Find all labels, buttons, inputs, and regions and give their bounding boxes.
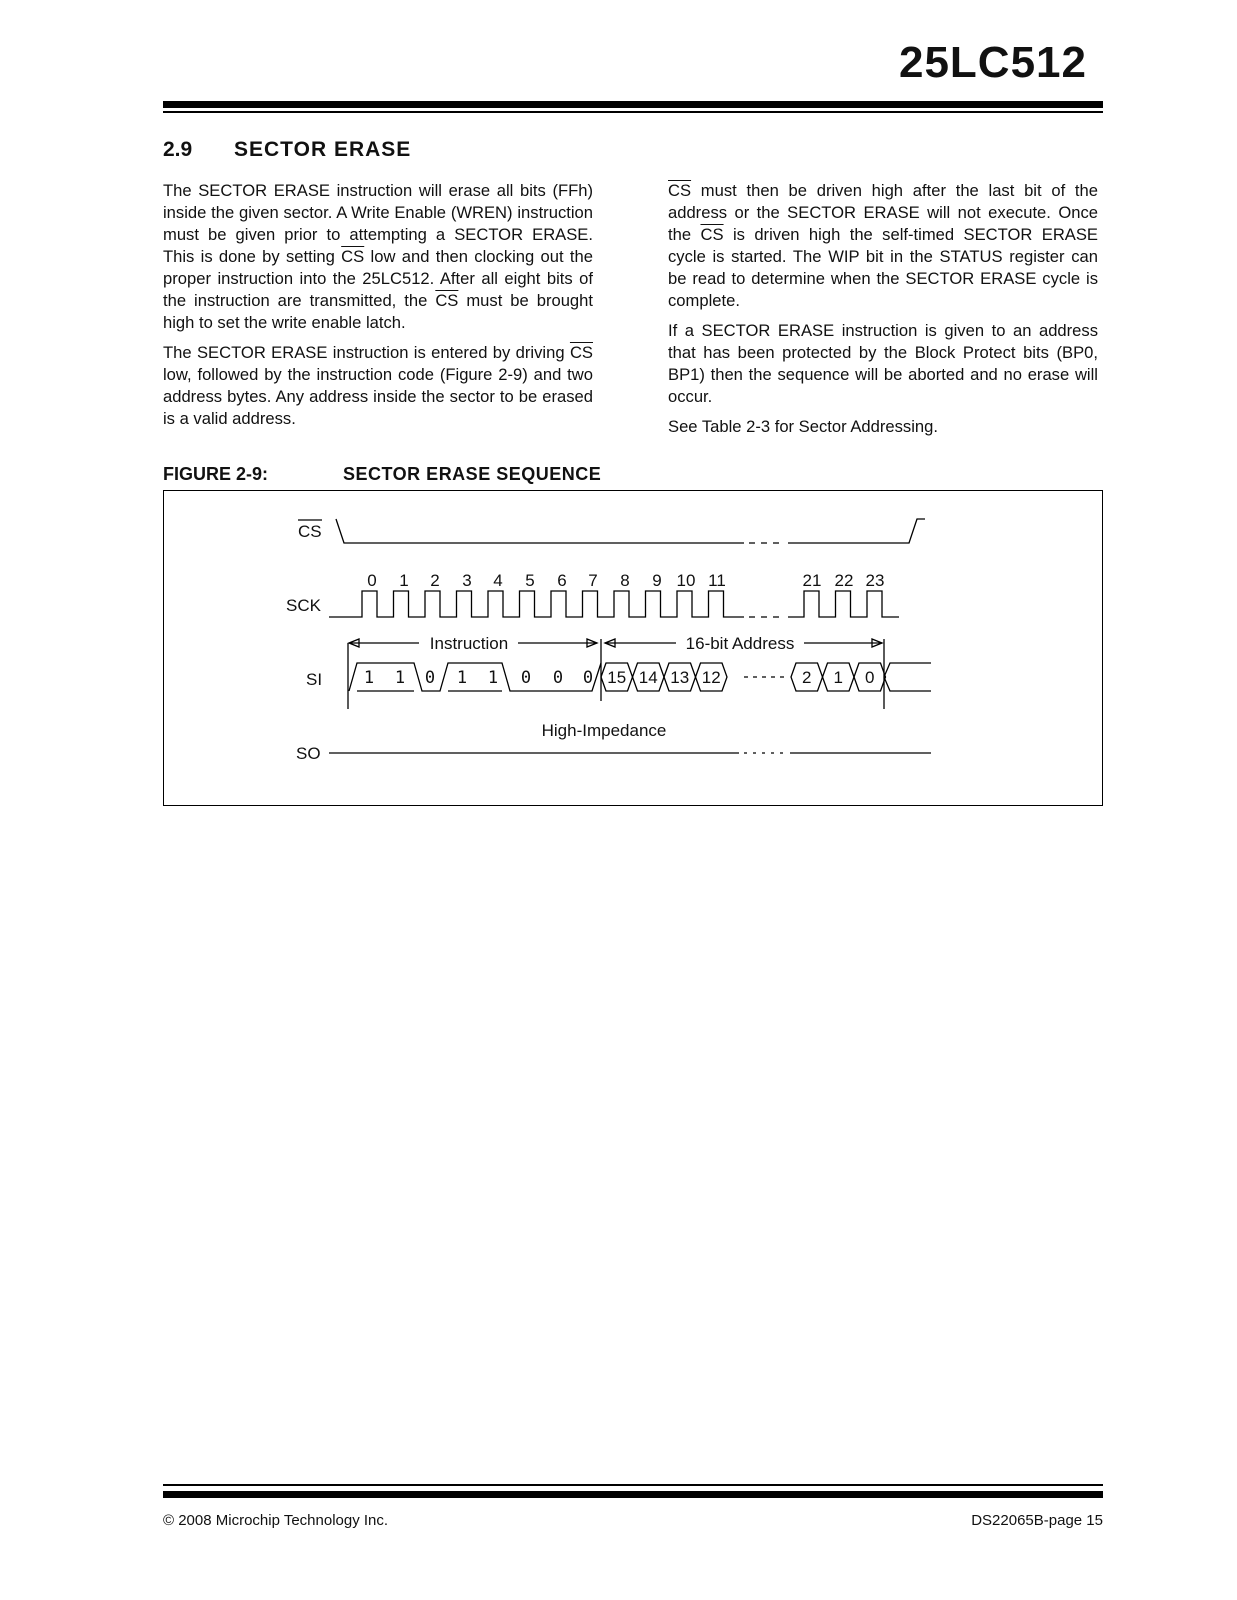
- instruction-bit: 1: [394, 668, 406, 688]
- body-column-right: [668, 180, 1098, 446]
- clock-number: 1: [399, 571, 409, 590]
- instruction-label: Instruction: [429, 634, 509, 653]
- body-column-left: [163, 180, 593, 438]
- instruction-bit: 0: [582, 668, 594, 688]
- paragraph: If a SECTOR ERASE instruction is given to an address that has been protected by the Block Protect bits (BP0, BP1) then the sequence will be aborted and no erase will occur.: [668, 321, 1098, 406]
- clock-number: 4: [493, 571, 503, 590]
- instruction-bit: 1: [456, 668, 468, 688]
- instruction-bit: 1: [363, 668, 375, 688]
- page-number: DS22065B-page 15: [971, 1512, 1103, 1529]
- sck-waveform: [329, 591, 744, 617]
- clock-number: 6: [557, 571, 567, 590]
- address-bit: 0: [865, 668, 875, 687]
- section-number: 2.9: [163, 138, 193, 161]
- instruction-bit: 0: [424, 668, 436, 688]
- figure-title: SECTOR ERASE SEQUENCE: [343, 464, 602, 484]
- address-bit: 14: [638, 668, 658, 687]
- so-label: SO: [296, 744, 321, 763]
- section-title: SECTOR ERASE: [234, 138, 412, 161]
- high-impedance-label: High-Impedance: [541, 721, 667, 740]
- paragraph: The SECTOR ERASE instruction will erase all bits (FFh) inside the given sector. A Write Enable (WREN) instruction must be given prior to attempting a SECTOR ERASE. This is done by setting $\overline{CS}$ low and then clocking out the proper instruction into the 25LC512. After all eight bits of the instruction are transmitted, the $\overline{CS}$ must be brought high to set the write enable latch.: [163, 181, 593, 332]
- paragraph: The SECTOR ERASE instruction is entered by driving $\overline{CS}$ low, followed by the instruction code (Figure 2-9) and two address bytes. Any address inside the sector to be erased is a valid address.: [163, 343, 593, 428]
- address-bit: 2: [802, 668, 812, 687]
- instruction-bit: 1: [487, 668, 499, 688]
- clock-number: 22: [834, 571, 854, 590]
- clock-number: 0: [367, 571, 377, 590]
- clock-number: 23: [865, 571, 885, 590]
- footer-rule-thin: [163, 1484, 1103, 1486]
- address-bit: 1: [833, 668, 843, 687]
- copyright: © 2008 Microchip Technology Inc.: [163, 1512, 389, 1529]
- cs-waveform-low: [336, 519, 744, 543]
- paragraph: See Table 2-3 for Sector Addressing.: [668, 417, 938, 436]
- clock-number: 11: [708, 571, 726, 590]
- clock-number: 8: [620, 571, 630, 590]
- address-bit: 15: [607, 668, 627, 687]
- figure-label: FIGURE 2-9:: [163, 464, 269, 484]
- clock-number: 3: [462, 571, 472, 590]
- paragraph: $\overline{CS}$ must then be driven high after the last bit of the address or the SECTOR ERASE will not execute. Once the $\overline{CS}$ is driven high the self-timed SECTOR ERASE cycle is started. The WIP bit in the STATUS register can be read to determine when the SECTOR ERASE cycle is complete.: [668, 181, 1099, 310]
- si-instruction-waveform: [349, 663, 601, 691]
- clock-number: 2: [430, 571, 440, 590]
- instruction-bit: 0: [520, 668, 532, 688]
- cs-waveform-high: [788, 519, 925, 543]
- sck-waveform-end: [788, 591, 899, 617]
- clock-number: 10: [676, 571, 696, 590]
- cs-label: CS: [298, 522, 322, 541]
- timing-diagram-svg: [164, 491, 1102, 805]
- address-label: 16-bit Address: [685, 634, 795, 653]
- clock-number: 9: [652, 571, 662, 590]
- header-rule-thin: [163, 111, 1103, 113]
- sck-label: SCK: [286, 596, 321, 615]
- address-bit: 13: [670, 668, 690, 687]
- footer-rule: [163, 1491, 1103, 1498]
- si-end-high: [884, 663, 931, 677]
- clock-number: 21: [802, 571, 822, 590]
- timing-diagram: [163, 490, 1103, 806]
- si-end-low: [884, 677, 931, 691]
- document-title: 25LC512: [898, 38, 1087, 87]
- address-bit: 12: [701, 668, 721, 687]
- header-rule: [163, 101, 1103, 108]
- clock-number: 7: [588, 571, 598, 590]
- instruction-bit: 0: [552, 668, 564, 688]
- si-label: SI: [306, 670, 323, 689]
- clock-number: 5: [525, 571, 535, 590]
